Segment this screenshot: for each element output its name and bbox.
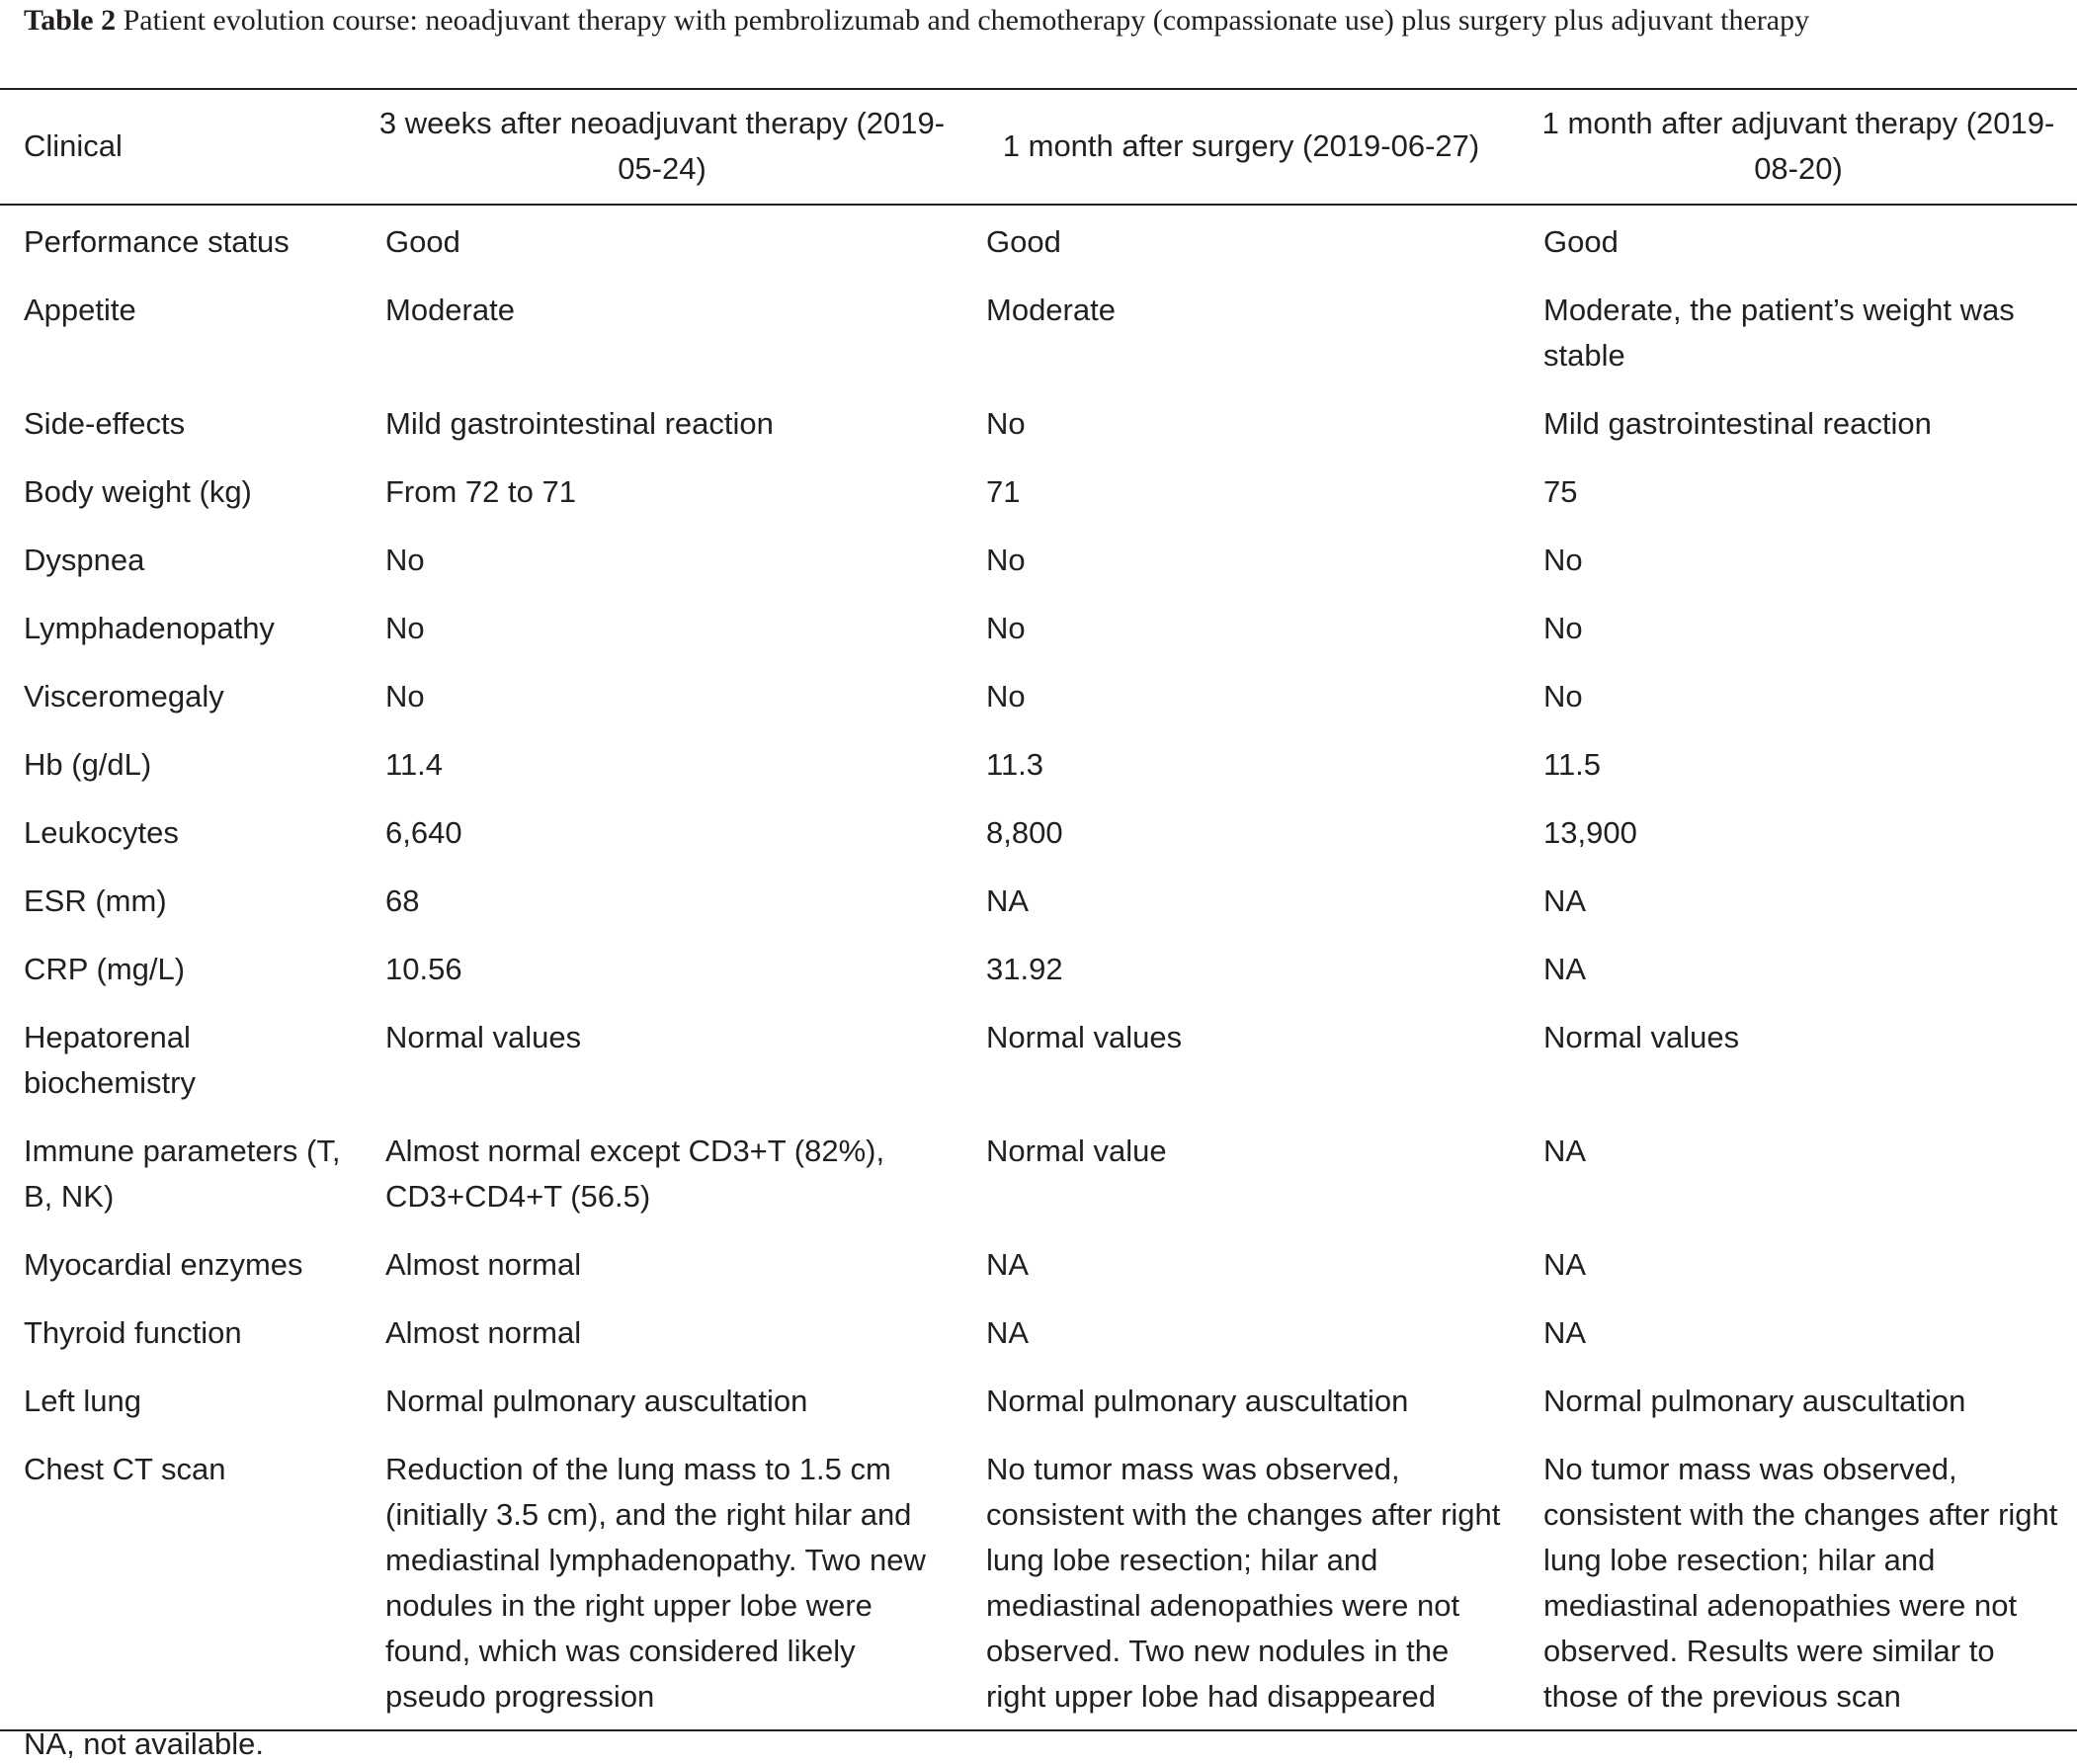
neoadjuvant-cell: 11.4 (385, 747, 444, 782)
surgery-cell: 8,800 (986, 815, 1063, 850)
header-neoadjuvant: 3 weeks after neoadjuvant therapy (2019-05-24) (362, 89, 962, 205)
adjuvant-cell: Moderate, the patient’s weight was stable (1543, 293, 2015, 373)
surgery-cell: No tumor mass was observed, consistent with the changes after right lung lobe resection; hilar and mediastinal adenopathies were not observed. Two new nodules in the right upper lobe had disappeared (986, 1452, 1501, 1714)
surgery-cell: NA (986, 1315, 1030, 1350)
row-label: ESR (mm) (24, 883, 167, 918)
table-caption-text: Patient evolution course: neoadjuvant therapy with pembrolizumab and chemotherapy (compassionate use) plus surgery plus adjuvant therapy (123, 4, 1810, 37)
row-label: Appetite (24, 293, 136, 327)
surgery-cell: Moderate (986, 293, 1116, 327)
neoadjuvant-cell: Normal values (385, 1020, 582, 1054)
table-row (0, 947, 2077, 1015)
table-row (0, 1242, 2077, 1310)
neoadjuvant-cell: No (385, 679, 425, 714)
row-label: Myocardial enzymes (24, 1247, 303, 1282)
neoadjuvant-cell: From 72 to 71 (385, 474, 576, 509)
table-row (0, 1379, 2077, 1447)
surgery-cell: 71 (986, 474, 1021, 509)
adjuvant-cell: No (1543, 679, 1583, 714)
row-label: Dyspnea (24, 543, 145, 577)
neoadjuvant-cell: Almost normal (385, 1315, 582, 1350)
table-row (0, 810, 2077, 879)
neoadjuvant-cell: No (385, 611, 425, 645)
surgery-cell: NA (986, 883, 1030, 918)
adjuvant-cell: No (1543, 611, 1583, 645)
table-header (0, 89, 2077, 205)
table-row (0, 205, 2077, 288)
adjuvant-cell: NA (1543, 883, 1587, 918)
adjuvant-cell: 13,900 (1543, 815, 1637, 850)
adjuvant-cell: Good (1543, 224, 1619, 259)
neoadjuvant-cell: Moderate (385, 293, 515, 327)
row-label: Hb (g/dL) (24, 747, 152, 782)
surgery-cell: No (986, 543, 1026, 577)
row-label: Thyroid function (24, 1315, 242, 1350)
neoadjuvant-cell: 10.56 (385, 952, 462, 986)
surgery-cell: NA (986, 1247, 1030, 1282)
neoadjuvant-cell: 6,640 (385, 815, 462, 850)
surgery-cell: Good (986, 224, 1061, 259)
row-label: Visceromegaly (24, 679, 224, 714)
row-label: Body weight (kg) (24, 474, 252, 509)
adjuvant-cell: NA (1543, 1134, 1587, 1168)
surgery-cell: Normal pulmonary auscultation (986, 1384, 1409, 1418)
header-adjuvant: 1 month after adjuvant therapy (2019-08-20) (1520, 89, 2077, 205)
surgery-cell: 31.92 (986, 952, 1063, 986)
row-label: CRP (mg/L) (24, 952, 186, 986)
row-label: Chest CT scan (24, 1452, 226, 1486)
adjuvant-cell: 75 (1543, 474, 1578, 509)
row-label: Immune parameters (T, B, NK) (24, 1134, 341, 1214)
header-surgery: 1 month after surgery (2019-06-27) (962, 89, 1520, 205)
table-row (0, 742, 2077, 810)
surgery-cell: Normal value (986, 1134, 1167, 1168)
row-label: Leukocytes (24, 815, 179, 850)
header-clinical: Clinical (0, 89, 362, 205)
adjuvant-cell: No (1543, 543, 1583, 577)
neoadjuvant-cell: 68 (385, 883, 420, 918)
row-label: Side-effects (24, 406, 186, 441)
adjuvant-cell: Mild gastrointestinal reaction (1543, 406, 1932, 441)
surgery-cell: No (986, 679, 1026, 714)
neoadjuvant-cell: Almost normal except CD3+T (82%), CD3+CD4+T (56.5) (385, 1134, 885, 1214)
table-row (0, 1447, 2077, 1730)
row-label: Left lung (24, 1384, 141, 1418)
adjuvant-cell: 11.5 (1543, 747, 1602, 782)
adjuvant-cell: NA (1543, 1247, 1587, 1282)
neoadjuvant-cell: Reduction of the lung mass to 1.5 cm (initially 3.5 cm), and the right hilar and mediastinal lymphadenopathy. Two new nodules in the right upper lobe were found, which was considered likely pseudo progression (385, 1452, 926, 1714)
surgery-cell: Normal values (986, 1020, 1183, 1054)
table-row (0, 538, 2077, 606)
adjuvant-cell: No tumor mass was observed, consistent with the changes after right lung lobe resection; hilar and mediastinal adenopathies were not observed. Results were similar to those of the previous scan (1543, 1452, 2058, 1714)
neoadjuvant-cell: Mild gastrointestinal reaction (385, 406, 774, 441)
surgery-cell: No (986, 406, 1026, 441)
table-body (0, 205, 2077, 1730)
table-caption (24, 0, 2059, 41)
neoadjuvant-cell: No (385, 543, 425, 577)
adjuvant-cell: NA (1543, 1315, 1587, 1350)
patient-evolution-table (0, 88, 2077, 1731)
adjuvant-cell: Normal pulmonary auscultation (1543, 1384, 1966, 1418)
table-footnote: NA, not available. (24, 1726, 264, 1761)
header-row (0, 89, 2077, 205)
adjuvant-cell: NA (1543, 952, 1587, 986)
table-row (0, 401, 2077, 469)
row-label: Hepatorenal biochemistry (24, 1020, 196, 1100)
table-row (0, 1015, 2077, 1129)
table-row (0, 1129, 2077, 1242)
surgery-cell: No (986, 611, 1026, 645)
neoadjuvant-cell: Normal pulmonary auscultation (385, 1384, 808, 1418)
table-row (0, 1310, 2077, 1379)
table-row (0, 469, 2077, 538)
neoadjuvant-cell: Almost normal (385, 1247, 582, 1282)
surgery-cell: 11.3 (986, 747, 1044, 782)
neoadjuvant-cell: Good (385, 224, 460, 259)
table-row (0, 288, 2077, 401)
row-label: Performance status (24, 224, 290, 259)
table-row (0, 674, 2077, 742)
table-row (0, 606, 2077, 674)
adjuvant-cell: Normal values (1543, 1020, 1740, 1054)
table-caption-label: Table 2 (24, 4, 117, 37)
table-row (0, 879, 2077, 947)
row-label: Lymphadenopathy (24, 611, 275, 645)
